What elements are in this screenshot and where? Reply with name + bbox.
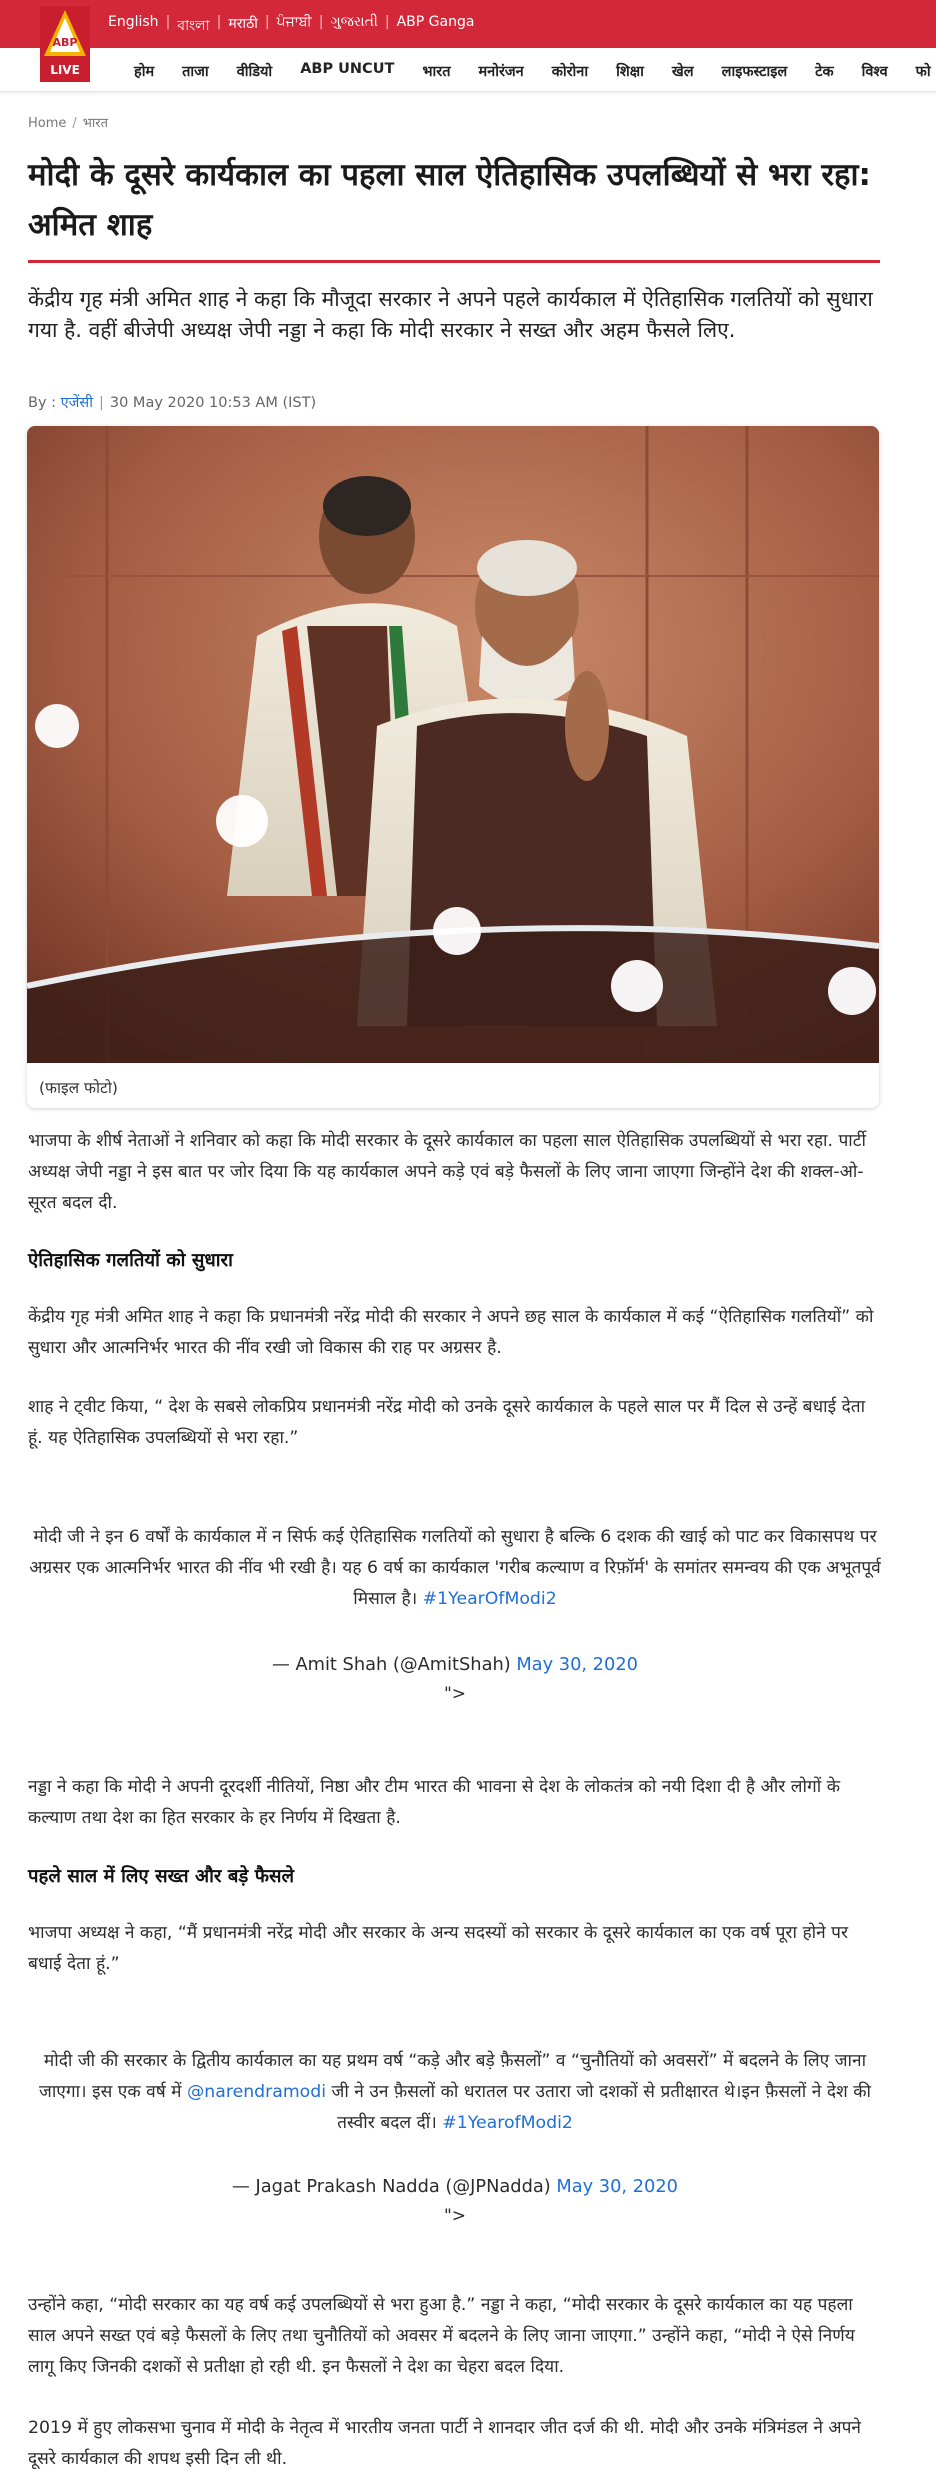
main-navigation	[0, 48, 936, 92]
nav-lifestyle[interactable]: लाइफस्टाइल	[721, 64, 788, 80]
tweet-text: मोदी जी ने इन 6 वर्षों के कार्यकाल में न सिर्फ कई ऐतिहासिक गलतियों को सुधारा है बल्कि 6 दशक की खाई को पाट कर विकासपथ पर अग्रसर एक आत्मनिर्भर भारत की नींव भी रखी है। यह 6 वर्ष का कार्यकाल 'गरीब कल्याण व रिफ़ॉर्म' के समांतर समन्वय की एक अभूतपूर्व मिसाल है।	[29, 1527, 881, 1609]
paragraph-nadda-quote: उन्होंने कहा, “मोदी सरकार का यह वर्ष कई उपलब्धियों से भरा हुआ है.” नड्डा ने कहा, “मोदी सरकार के दूसरे कार्यकाल का यह पहला साल अपने सख्त एवं बड़े फैसलों के लिए तथा चुनौतियों को अवसर में बदलने के लिए जाना जाएगा.” उन्होंने कहा, “मोदी ने ऐसे निर्णय लागू किए जिनकी दशकों से प्रतीक्षा हो रही थी. इन फैसलों ने देश का चेहरा बदल दिया.	[28, 2295, 855, 2377]
language-links: English | বাংলা | मराठी | ਪੰਜਾਬੀ | ગુજરાતી | ABP Ganga	[108, 14, 474, 38]
nav-home[interactable]: होम	[134, 64, 155, 80]
nav-corona[interactable]: कोरोना	[551, 64, 589, 80]
nav-latest[interactable]: ताजा	[182, 64, 209, 80]
nav-video[interactable]: वीडियो	[236, 64, 273, 80]
tweet-date-link-2[interactable]: May 30, 2020	[556, 2176, 678, 2197]
lang-marathi[interactable]: मराठी	[228, 16, 258, 32]
lang-punjabi[interactable]: ਪੰਜਾਬੀ	[276, 14, 312, 30]
logo-text-bottom: LIVE	[50, 63, 80, 77]
tweet-text-a: मोदी जी की सरकार के द्वितीय कार्यकाल का यह प्रथम वर्ष “कड़े और बड़े फ़ैसलों” व “चुनौतियों को अवसरों” में बदलने के लिए जाना जाएगा। इस एक वर्ष में	[39, 2051, 867, 2102]
hashtag-link[interactable]: #1YearOfModi2	[422, 1589, 557, 1609]
subheading-historic-mistakes: ऐतिहासिक गलतियों को सुधारा	[28, 1250, 233, 1271]
author-link[interactable]: एजेंसी	[60, 395, 93, 411]
logo-text-top: ABP	[52, 36, 78, 49]
tweet-attribution	[28, 1654, 882, 1675]
lead-photo	[27, 426, 879, 1063]
byline: By : एजेंसी | 30 May 2020 10:53 AM (IST)	[28, 395, 317, 411]
tweet-attribution-2	[28, 2176, 882, 2197]
lang-bangla[interactable]: বাংলা	[177, 18, 210, 34]
tweet-date-link[interactable]: May 30, 2020	[516, 1654, 638, 1675]
tweet-residue-2: ">	[443, 2206, 467, 2226]
embedded-tweet-amit-shah	[28, 1522, 882, 1615]
tweet-residue: ">	[443, 1684, 467, 1704]
mention-link[interactable]: @narendramodi	[187, 2082, 326, 2102]
paragraph-nadda-vision: नड्डा ने कहा कि मोदी ने अपनी दूरदर्शी नीतियों, निष्ठा और टीम भारत की भावना से देश के लोकतंत्र को नयी दिशा दी है और लोगों के कल्याण तथा देश का हित सरकार के हर निर्णय में दिखता है.	[28, 1777, 840, 1828]
lang-gujarati[interactable]: ગુજરાતી	[330, 14, 378, 30]
publish-date: 30 May 2020 10:53 AM (IST)	[109, 395, 317, 411]
lang-english[interactable]: English	[108, 14, 159, 30]
lead-image-card	[27, 426, 879, 1108]
paragraph-shah-tweet-intro: शाह ने ट्वीट किया, “ देश के सबसे लोकप्रिय प्रधानमंत्री नरेंद्र मोदी को उनके दूसरे कार्यकाल के पहले साल पर मैं दिल से उन्हें बधाई देता हूं. यह ऐतिहासिक उपलब्धियों से भरा रहा.”	[28, 1397, 866, 1448]
lang-abp-ganga[interactable]: ABP Ganga	[396, 14, 475, 30]
nav-world[interactable]: विश्व	[861, 64, 888, 80]
top-language-bar	[0, 0, 936, 48]
paragraph-2019-election: 2019 में हुए लोकसभा चुनाव में मोदी के नेतृत्व में भारतीय जनता पार्टी ने शानदार जीत दर्ज की थी. मोदी और उनके मंत्रिमंडल ने अपने दूसरे कार्यकाल की शपथ इसी दिन ली थी.	[28, 2418, 862, 2469]
nav-abp-uncut[interactable]: ABP UNCUT	[300, 61, 395, 77]
tweet-author: — Amit Shah (@AmitShah)	[272, 1654, 511, 1675]
nav-entertainment[interactable]: मनोरंजन	[478, 64, 524, 80]
paragraph-shah-statement: केंद्रीय गृह मंत्री अमित शाह ने कहा कि प्रधानमंत्री नरेंद्र मोदी की सरकार ने अपने छह साल के कार्यकाल में कई “ऐतिहासिक गलतियों” को सुधारा और आत्मनिर्भर भारत की नींव रखी जो विकास की राह पर अग्रसर है.	[28, 1307, 874, 1358]
subheading-tough-decisions: पहले साल में लिए सख्त और बड़े फैसले	[28, 1866, 295, 1887]
paragraph-intro: भाजपा के शीर्ष नेताओं ने शनिवार को कहा कि मोदी सरकार के दूसरे कार्यकाल का पहला साल ऐतिहासिक उपलब्धियों से भरा रहा. पार्टी अध्यक्ष जेपी नड्डा ने इस बात पर जोर दिया कि यह कार्यकाल अपने कड़े एवं बड़े फैसलों के लिए जाना जाएगा जिन्होंने देश की शक्ल-ओ-सूरत बदल दी.	[28, 1131, 866, 1213]
article-summary: केंद्रीय गृह मंत्री अमित शाह ने कहा कि मौजूदा सरकार ने अपने पहले कार्यकाल में ऐतिहासिक गलतियों को सुधारा गया है. वहीं बीजेपी अध्यक्ष जेपी नड्डा ने कहा कि मोदी सरकार ने सख्त और अहम फैसले लिए.	[28, 287, 873, 342]
article-headline: मोदी के दूसरे कार्यकाल का पहला साल ऐतिहासिक उपलब्धियों से भरा रहा: अमित शाह	[28, 157, 871, 243]
abp-live-logo[interactable]	[40, 6, 90, 82]
breadcrumb-section[interactable]: भारत	[82, 116, 109, 131]
breadcrumb-home[interactable]: Home	[28, 116, 67, 131]
breadcrumb: Home / भारत	[28, 116, 109, 131]
image-caption: (फाइल फोटो)	[39, 1079, 118, 1097]
nav-education[interactable]: शिक्षा	[616, 64, 644, 80]
tweet-text-b: जी ने उन फ़ैसलों को धरातल पर उतारा जो दशकों से प्रतीक्षारत थे।इन फ़ैसलों ने देश की तस्वीर बदल दीं।	[331, 2082, 871, 2133]
hashtag-link-2[interactable]: #1YearofModi2	[442, 2113, 573, 2133]
paragraph-nadda-congrats: भाजपा अध्यक्ष ने कहा, “मैं प्रधानमंत्री नरेंद्र मोदी और सरकार के अन्य सदस्यों को सरकार के दूसरे कार्यकाल का एक वर्ष पूरा होने पर बधाई देता हूं.”	[28, 1923, 849, 1974]
headline-divider	[28, 260, 880, 263]
tweet-author-2: — Jagat Prakash Nadda (@JPNadda)	[232, 2176, 551, 2197]
nav-sports[interactable]: खेल	[671, 64, 694, 80]
nav-india[interactable]: भारत	[422, 64, 451, 80]
nav-photo[interactable]: फो	[915, 64, 931, 80]
nav-tech[interactable]: टेक	[815, 64, 834, 80]
embedded-tweet-jp-nadda	[28, 2046, 882, 2139]
